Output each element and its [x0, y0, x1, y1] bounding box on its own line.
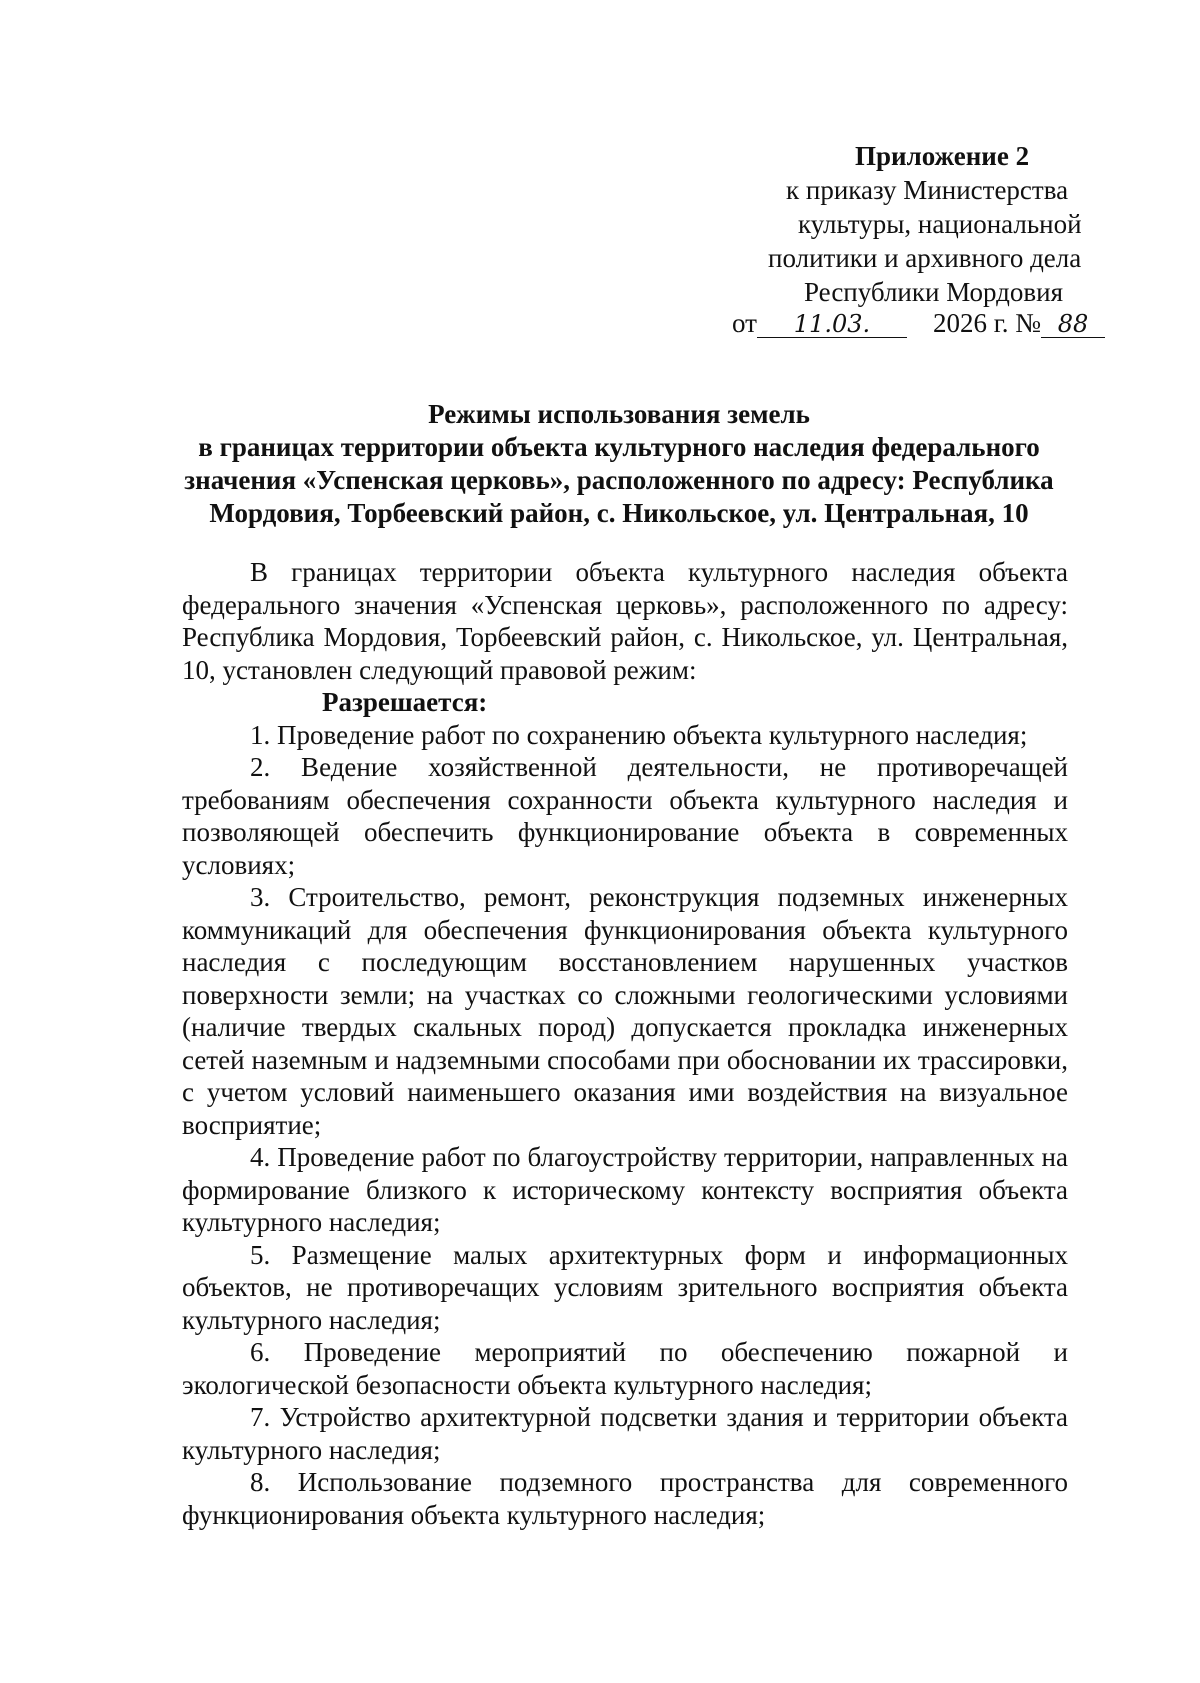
- document-title-line-3: значения «Успенская церковь», расположенного по адресу: Республика: [184, 465, 1054, 495]
- order-number-handwritten: 88: [1041, 311, 1105, 338]
- list-item: 3. Строительство, ремонт, реконструкция подземных инженерных коммуникаций для обеспечения функционирования объекта культурного наследия с последующим восстановлением нарушенных участков поверхности земли; на участках со сложными геологическими условиями (наличие твердых скальных пород) допускается прокладка инженерных сетей наземным и надземными способами при обосновании их трассировки, с учетом условий наименьшего оказания ими воздействия на визуальное восприятие;: [182, 882, 1068, 1140]
- document-title-line-1: Режимы использования земель: [428, 399, 810, 429]
- list-item: 7. Устройство архитектурной подсветки здания и территории объекта культурного наследия;: [182, 1402, 1068, 1465]
- document-title-line-4: Мордовия, Торбеевский район, с. Никольское, ул. Центральная, 10: [209, 498, 1029, 528]
- appendix-title: Приложение 2: [855, 141, 1030, 171]
- document-title: [170, 398, 1068, 530]
- allowed-heading: Разрешается:: [322, 687, 488, 717]
- appendix-header: [730, 140, 1130, 309]
- appendix-line-2: культуры, национальной: [798, 209, 1082, 239]
- appendix-line-3: политики и архивного дела: [768, 243, 1082, 273]
- list-item: 1. Проведение работ по сохранению объекта культурного наследия;: [250, 719, 1028, 750]
- document-title-line-2: в границах территории объекта культурного наследия федерального: [198, 432, 1040, 462]
- list-item: 8. Использование подземного пространства для современного функционирования объекта культурного наследия;: [182, 1467, 1068, 1530]
- appendix-line-4: Республики Мордовия: [804, 277, 1064, 307]
- order-date-handwritten: 11.03.: [757, 311, 907, 338]
- order-date-number-line: [732, 306, 1105, 340]
- list-item: 2. Ведение хозяйственной деятельности, не противоречащей требованиям обеспечения сохранности объекта культурного наследия и позволяющей обеспечить функционирование объекта в современных условиях;: [182, 752, 1068, 880]
- list-item: 6. Проведение мероприятий по обеспечению пожарной и экологической безопасности объекта культурного наследия;: [182, 1337, 1068, 1400]
- list-item: 4. Проведение работ по благоустройству территории, направленных на формирование близкого к историческому контексту восприятия объекта культурного наследия;: [182, 1142, 1068, 1237]
- order-prefix: от: [732, 308, 757, 338]
- list-item: 5. Размещение малых архитектурных форм и информационных объектов, не противоречащих условиям зрительного восприятия объекта культурного наследия;: [182, 1239, 1068, 1335]
- document-body: [182, 556, 1068, 1531]
- order-year-text: 2026 г. №: [932, 308, 1041, 338]
- appendix-line-1: к приказу Министерства: [786, 175, 1069, 205]
- intro-paragraph: В границах территории объекта культурного наследия объекта федерального значения «Успенская церковь», расположенного по адресу: Республика Мордовия, Торбеевский район, с. Никольское, ул. Центральная, 10, установлен следующий правовой режим:: [182, 557, 1068, 685]
